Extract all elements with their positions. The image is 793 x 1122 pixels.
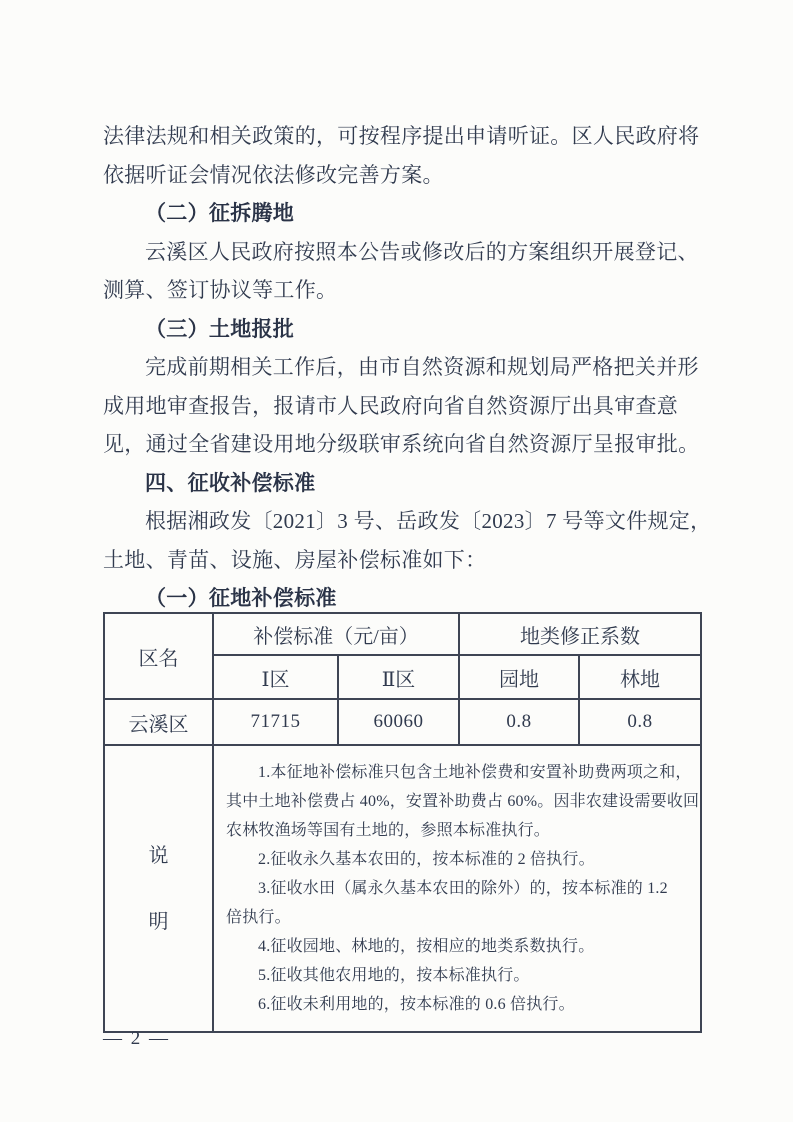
table-notes-row	[104, 745, 701, 1032]
col-header-forest: 林地	[579, 655, 701, 699]
cell-zone1-value: 71715	[213, 699, 338, 745]
note-line: 2.征收永久基本农田的，按本标准的 2 倍执行。	[258, 851, 595, 868]
col-header-region: 区名	[104, 613, 213, 699]
cell-zone2-value: 60060	[338, 699, 459, 745]
notes-label-char: 明	[148, 910, 169, 933]
col-header-zone2: Ⅱ区	[338, 655, 459, 699]
note-line: 其中土地补偿费占 40%，安置补助费占 60%。因非农建设需要收回	[226, 793, 700, 810]
note-line: 1.本征地补偿标准只包含土地补偿费和安置补助费两项之和，	[258, 764, 692, 781]
body-line: 成用地审查报告，报请市人民政府向省自然资源厅出具审查意	[103, 393, 679, 418]
notes-label	[104, 745, 213, 1032]
body-line: 依据听证会情况依法修改完善方案。	[103, 162, 444, 187]
cell-forest-coeff: 0.8	[579, 699, 701, 745]
col-header-garden: 园地	[459, 655, 579, 699]
body-line: 土地、青苗、设施、房屋补偿标准如下：	[103, 547, 487, 572]
body-line: 法律法规和相关政策的，可按程序提出申请听证。区人民政府将	[103, 124, 700, 148]
cell-region: 云溪区	[104, 699, 213, 745]
note-line: 农林牧渔场等国有土地的，参照本标准执行。	[226, 822, 551, 839]
document-body	[103, 117, 712, 618]
section-heading-2: （二）征拆腾地	[145, 201, 295, 225]
page-number: — 2 —	[103, 1028, 170, 1049]
body-line: 云溪区人民政府按照本公告或修改后的方案组织开展登记、	[145, 239, 699, 264]
notes-label-char: 说	[148, 844, 169, 867]
note-line: 倍执行。	[226, 909, 291, 926]
col-header-zone1: Ⅰ区	[213, 655, 338, 699]
body-line: 见，通过全省建设用地分级联审系统向省自然资源厅呈报审批。	[103, 432, 700, 456]
body-line: 根据湘政发〔2021〕3 号、岳政发〔2023〕7 号等文件规定，	[145, 509, 712, 533]
note-line: 6.征收未利用地的，按本标准的 0.6 倍执行。	[258, 996, 575, 1013]
body-line: 测算、签订协议等工作。	[103, 278, 338, 302]
table-row	[104, 699, 701, 745]
chapter-heading-4: 四、征收补偿标准	[145, 470, 316, 495]
body-line: 完成前期相关工作后，由市自然资源和规划局严格把关并形	[145, 355, 699, 379]
compensation-standards-table	[103, 612, 702, 1033]
notes-content	[213, 745, 701, 1032]
cell-garden-coeff: 0.8	[459, 699, 579, 745]
section-heading-1: （一）征地补偿标准	[145, 586, 337, 610]
section-heading-3: （三）土地报批	[145, 316, 295, 341]
col-header-compensation-group: 补偿标准（元/亩）	[213, 613, 459, 655]
note-line: 4.征收园地、林地的，按相应的地类系数执行。	[258, 938, 595, 955]
note-line: 3.征收水田（属永久基本农田的除外）的，按本标准的 1.2	[258, 880, 668, 897]
note-line: 5.征收其他农用地的，按本标准执行。	[258, 967, 530, 984]
table-header-row-groups	[104, 613, 701, 655]
col-header-coefficient-group: 地类修正系数	[459, 613, 701, 655]
